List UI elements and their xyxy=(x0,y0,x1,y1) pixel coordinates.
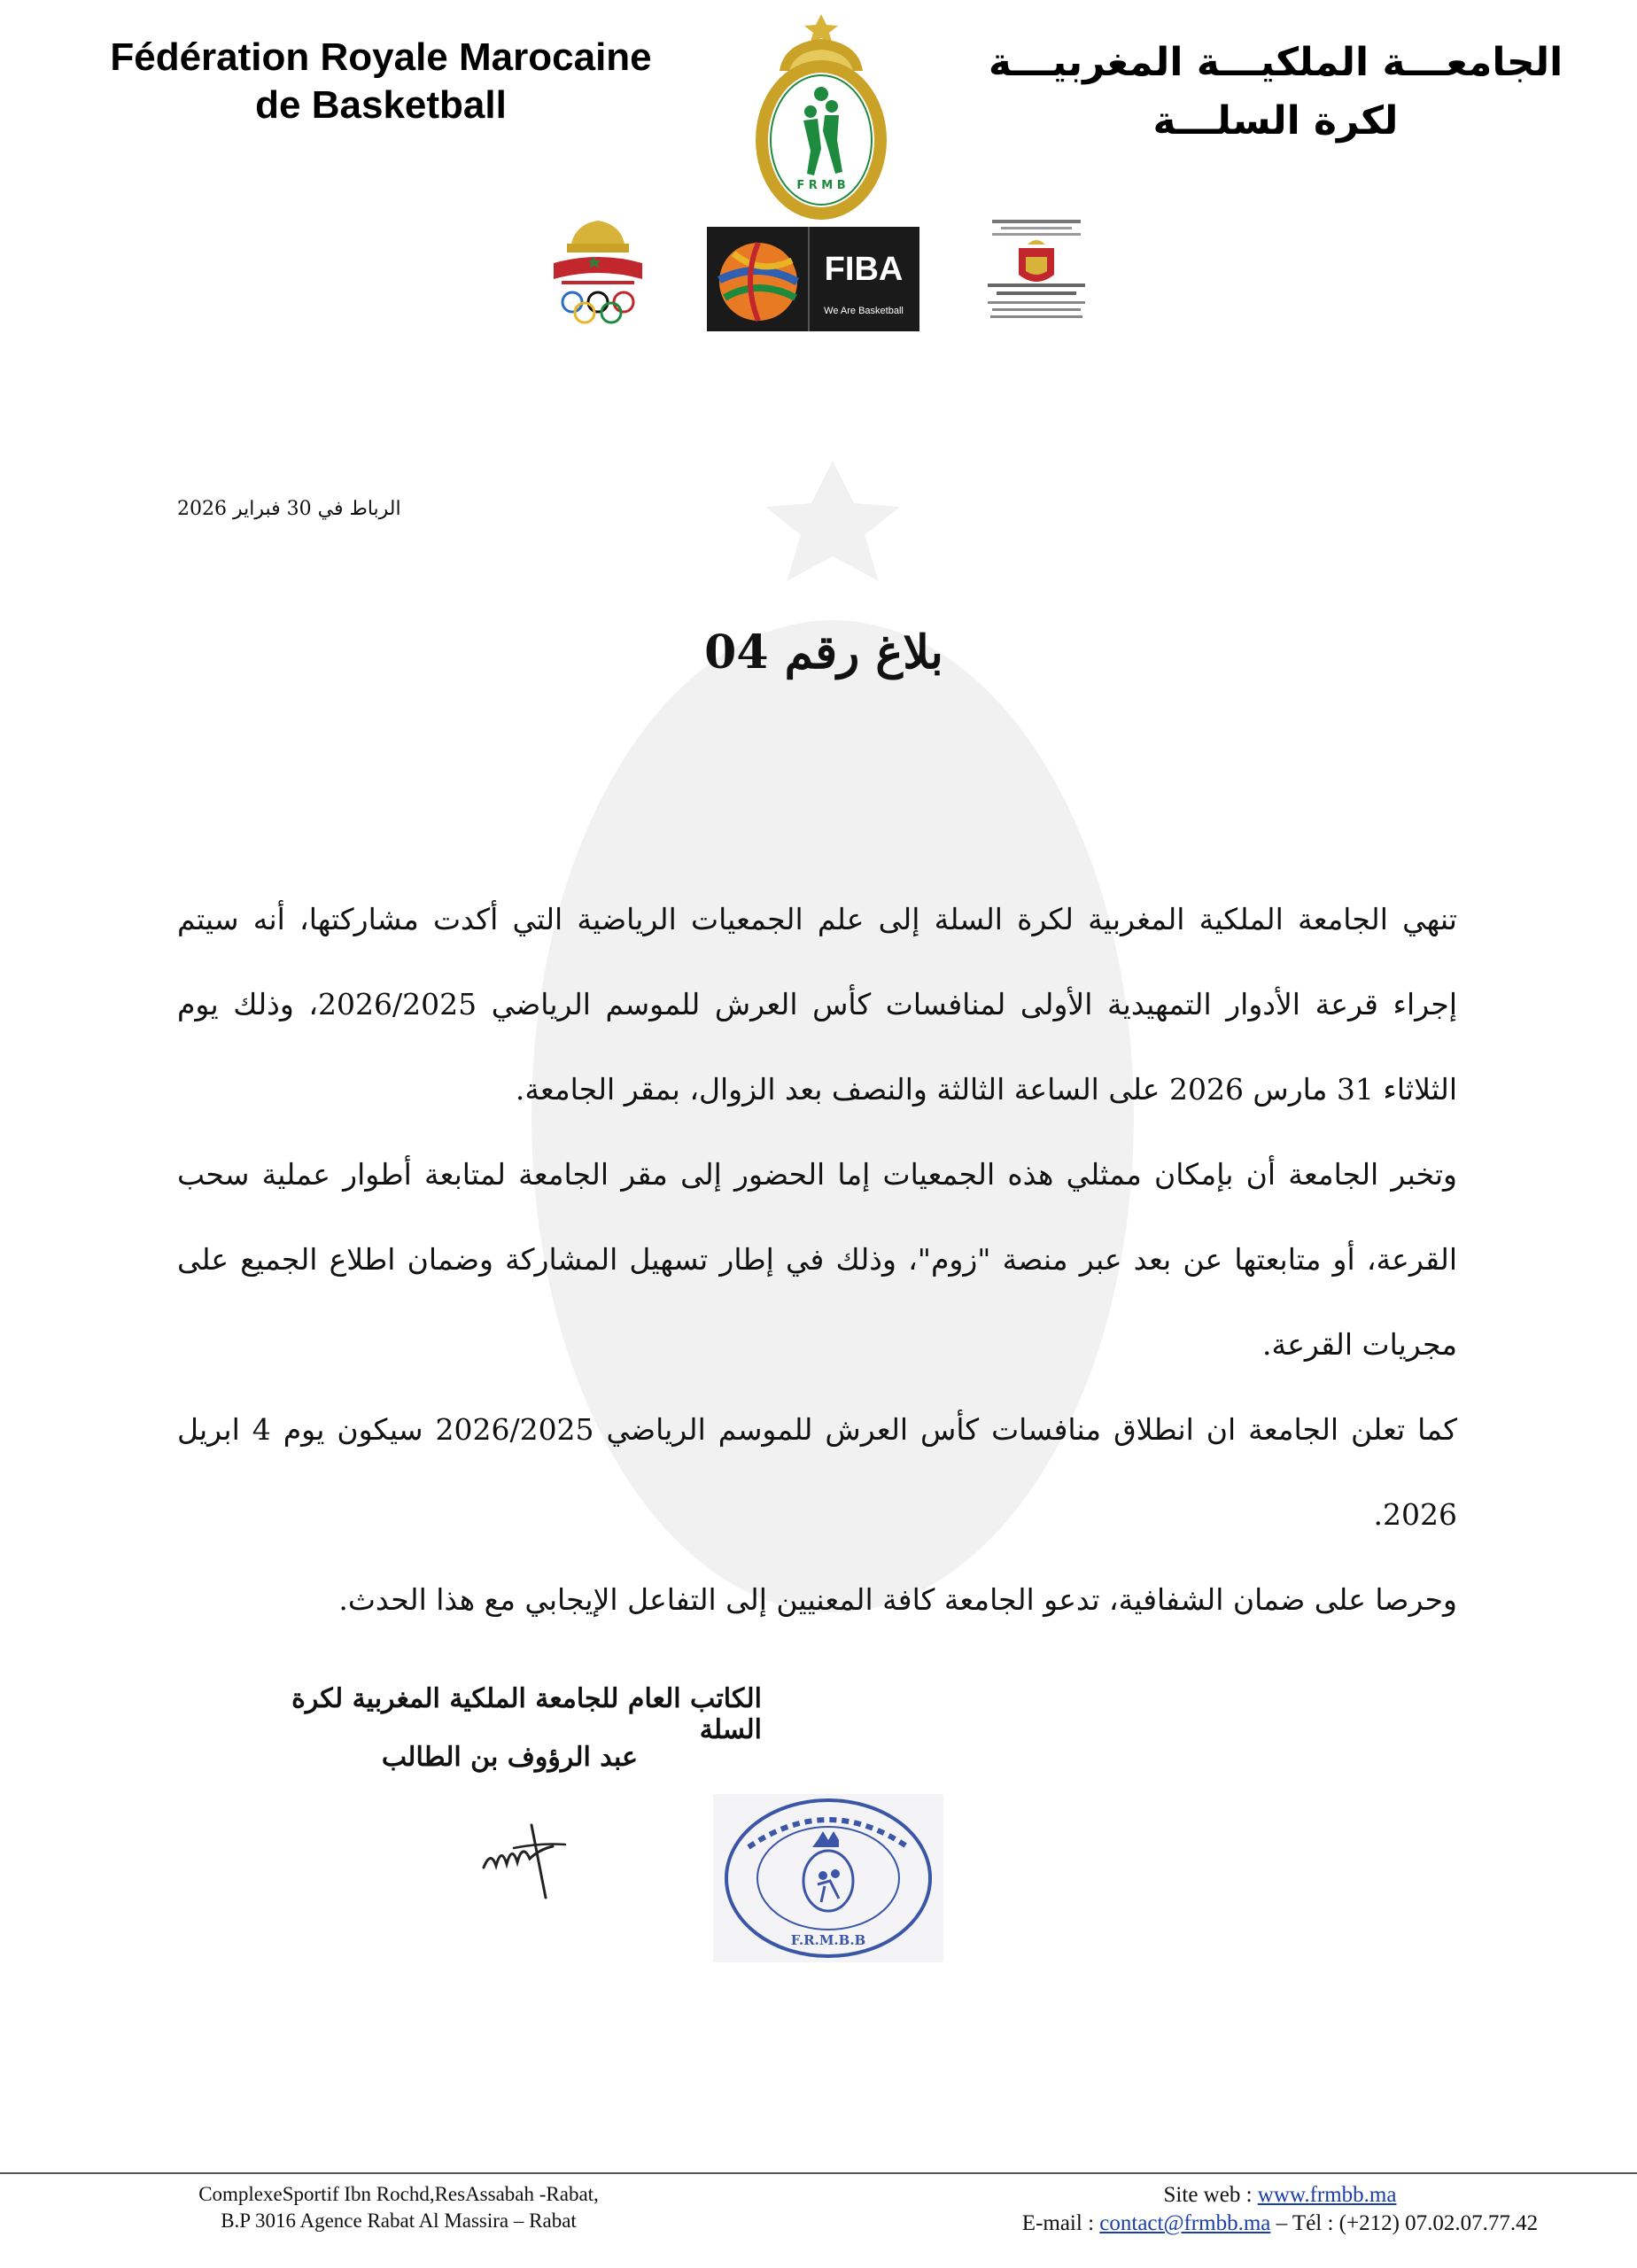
fiba-tagline: We Are Basketball xyxy=(824,306,904,316)
fiba-logo-text: FIBA xyxy=(824,251,904,288)
french-title-line-1: Fédération Royale Marocaine xyxy=(110,35,652,79)
federation-name-arabic xyxy=(966,34,1586,151)
address-line-2: B.P 3016 Agence Rabat Al Massira – Rabat xyxy=(221,2210,577,2232)
ministry-logo xyxy=(966,213,1107,337)
arabic-title-line-1: الجامعـــة الملكيـــة المغربيـــة xyxy=(988,40,1563,85)
frmb-crest-logo xyxy=(740,7,904,220)
address-line-1: ComplexeSportif Ibn Rochd,ResAssabah -Rabat, xyxy=(198,2183,599,2205)
website-line xyxy=(974,2181,1586,2210)
website-link[interactable]: www.frmbb.ma xyxy=(1257,2183,1397,2207)
paragraph-2: وتخبر الجامعة أن بإمكان ممثلي هذه الجمعيات إما الحضور إلى مقر الجامعة لمتابعة أطوار عملية سحب القرعة، أو متابعتها عن بعد عبر منصة "زوم"، وذلك في إطار تسهيل المشاركة وضمان اطلاع الجميع على مجريات القرعة. xyxy=(177,1157,1457,1362)
federation-name-french xyxy=(35,34,726,129)
handwritten-signature xyxy=(478,1798,585,1905)
frmb-logo-letters: F R M B xyxy=(796,179,846,192)
arabic-title-line-2: لكرة السلـــة xyxy=(1152,98,1399,144)
paragraph-1: تنهي الجامعة الملكية المغربية لكرة السلة إلى علم الجمعيات الرياضية التي أكدت مشاركتها، أنه سيتم إجراء قرعة الأدوار التمهيدية الأولى لمنافسات كأس العرش للموسم الرياضي 2026/2025، وذلك يوم الثلاثاء 31 مارس 2026 على الساعة الثالثة والنصف بعد الزوال، بمقر الجامعة. xyxy=(177,902,1458,1107)
olympic-committee-logo xyxy=(540,208,656,332)
communique-title: بلاغ رقم 04 xyxy=(704,625,943,680)
official-stamp xyxy=(713,1794,943,1962)
signatory-name: عبد الرؤوف بن الطالب xyxy=(381,1742,638,1773)
stamp-text: F.R.M.B.B xyxy=(790,1932,866,1948)
footer-contact xyxy=(974,2181,1586,2238)
footer-divider xyxy=(0,2172,1637,2174)
communique-body xyxy=(177,877,1457,1643)
email-label: E-mail : xyxy=(1021,2211,1095,2235)
paragraph-4: وحرصا على ضمان الشفافية، تدعو الجامعة كافة المعنيين إلى التفاعل الإيجابي مع هذا الحدث. xyxy=(338,1582,1457,1617)
signatory-title: الكاتب العام للجامعة الملكية المغربية لكرة السلة xyxy=(291,1683,762,1745)
fiba-logo xyxy=(707,227,919,331)
document-date: الرباط في 30 فبراير 2026 xyxy=(177,498,401,520)
phone-text: – Tél : (+212) 07.02.07.77.42 xyxy=(1276,2211,1539,2235)
footer-address xyxy=(151,2181,647,2234)
email-link[interactable]: contact@frmbb.ma xyxy=(1099,2211,1271,2235)
paragraph-3: كما تعلن الجامعة ان انطلاق منافسات كأس العرش للموسم الرياضي 2026/2025 سيكون يوم 4 ابريل 2026. xyxy=(177,1412,1457,1532)
french-title-line-2: de Basketball xyxy=(255,83,507,127)
website-label: Site web : xyxy=(1163,2183,1253,2207)
email-phone-line xyxy=(974,2210,1586,2238)
